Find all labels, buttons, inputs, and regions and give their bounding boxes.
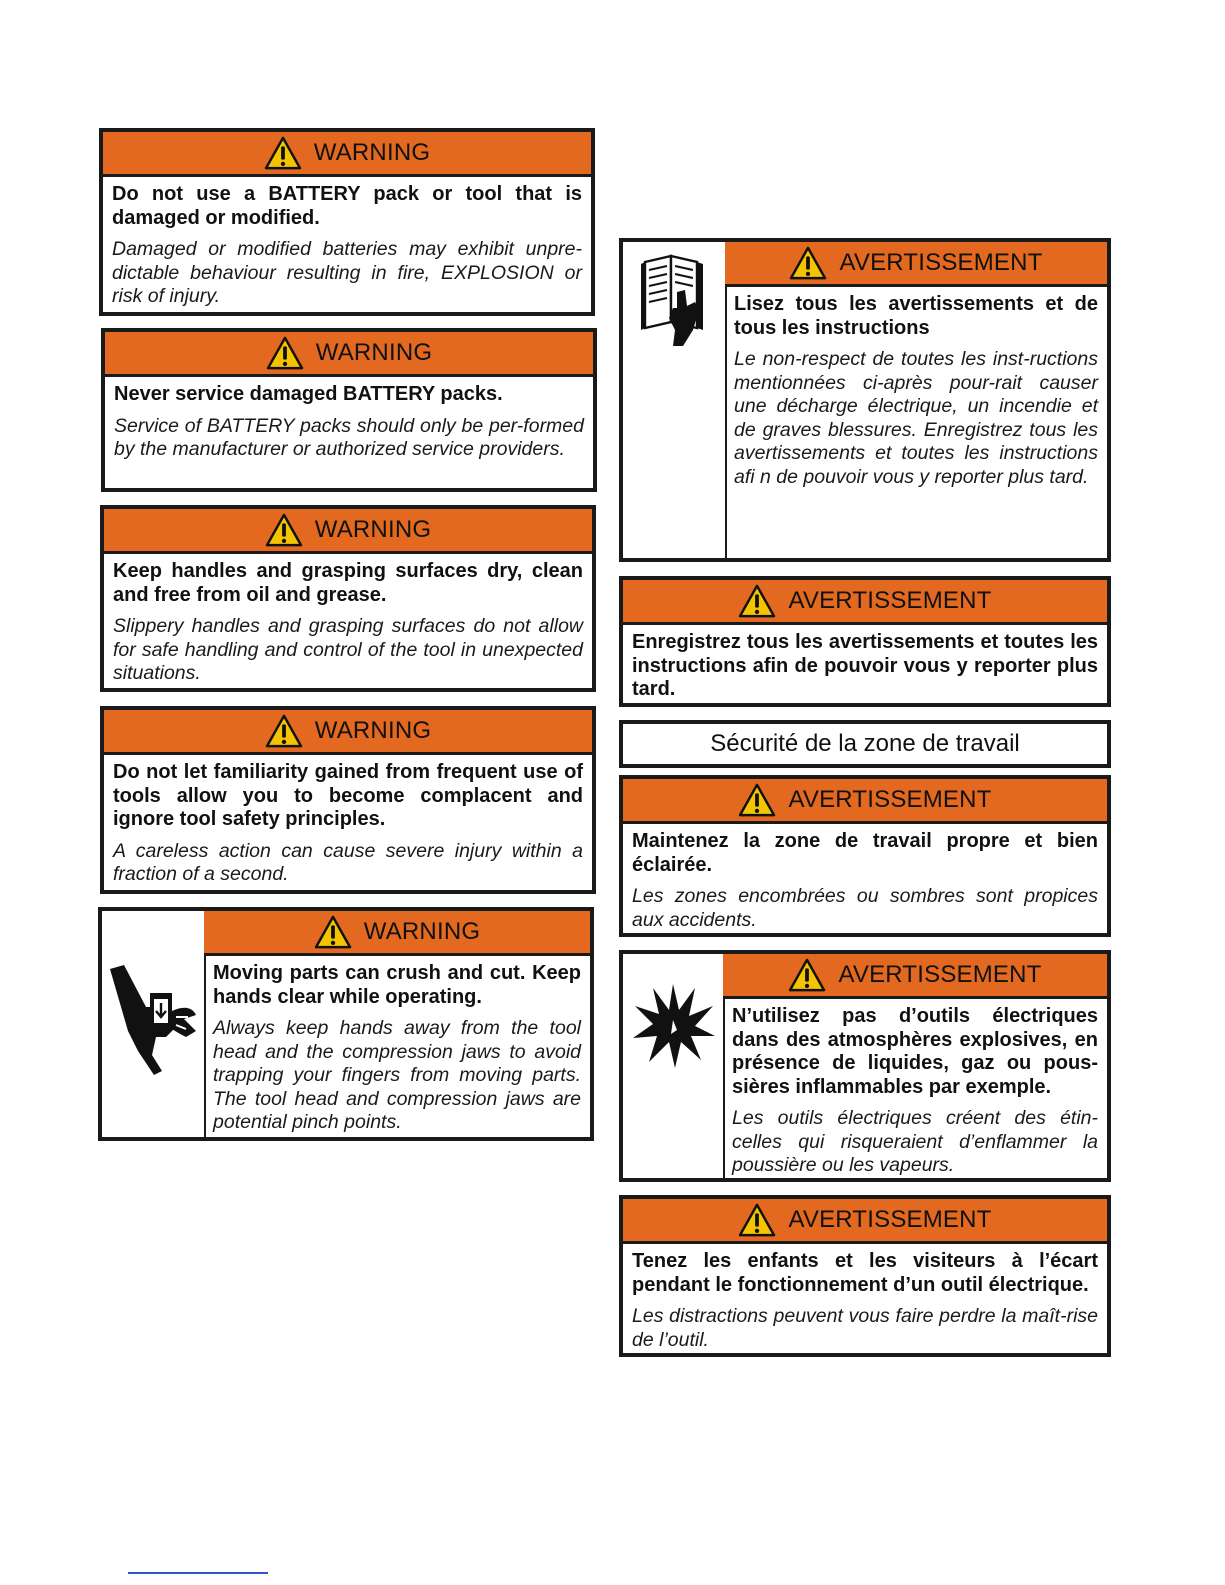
warning-explanation: Damaged or modified batteries may exhibit unpre-dictable behaviour resulting in fire, EXPLOSION or risk of injury. — [112, 238, 582, 307]
warning-triangle-icon — [266, 336, 304, 370]
section-title — [619, 720, 1111, 768]
warning-familiarity — [100, 706, 596, 894]
warning-statement: Tenez les enfants et les visiteurs à l’écart pendant le fonctionnement d’un outil électrique. — [632, 1250, 1098, 1296]
warning-header-label: AVERTISSEMENT — [788, 786, 992, 813]
warning-header — [723, 954, 1107, 999]
warning-explanation: Service of BATTERY packs should only be per-formed by the manufacturer or authorized service providers. — [114, 414, 584, 460]
warning-triangle-icon — [314, 915, 352, 949]
warning-triangle-icon — [788, 958, 826, 992]
warning-triangle-icon — [789, 246, 827, 280]
warning-header — [103, 132, 591, 177]
warning-explanation: Les zones encombrées ou sombres sont propices aux accidents. — [632, 885, 1098, 931]
warning-moving-parts — [98, 907, 594, 1141]
warning-header-label: AVERTISSEMENT — [838, 961, 1042, 988]
avertissement-enregistrez — [619, 576, 1111, 707]
warning-statement: Maintenez la zone de travail propre et bien éclairée. — [632, 830, 1098, 876]
warning-header-label: AVERTISSEMENT — [788, 1206, 992, 1233]
warning-statement: Enregistrez tous les avertissements et toutes les instructions afin de pouvoir vous y reporter plus tard. — [632, 631, 1098, 700]
warning-header-label: WARNING — [314, 717, 432, 744]
warning-triangle-icon — [738, 783, 776, 817]
warning-header-label: WARNING — [314, 516, 432, 543]
warning-header-label: WARNING — [313, 139, 431, 166]
icon-panel — [102, 911, 206, 1137]
warning-explanation: Les outils électriques créent des étin-celles qui risqueraient d’enflammer la poussière ou les vapeurs. — [732, 1107, 1098, 1176]
warning-statement: Keep handles and grasping surfaces dry, clean and free from oil and grease. — [113, 560, 583, 606]
warning-header — [623, 580, 1107, 625]
avertissement-zone-propre — [619, 775, 1111, 937]
warning-handles-dry — [100, 505, 596, 692]
warning-explanation: A careless action can cause severe injury within a fraction of a second. — [113, 839, 583, 885]
warning-header — [105, 332, 593, 377]
warning-triangle-icon — [265, 714, 303, 748]
footer-link-underline — [128, 1572, 268, 1574]
warning-header-label: WARNING — [363, 918, 481, 945]
warning-statement: Do not use a BATTERY pack or tool that is damaged or modified. — [112, 183, 582, 229]
avertissement-lisez — [619, 238, 1111, 562]
warning-statement: Moving parts can crush and cut. Keep hands clear while operating. — [213, 962, 581, 1008]
warning-service-battery — [101, 328, 597, 492]
warning-header — [623, 779, 1107, 824]
warning-statement: N’utilisez pas d’outils électriques dans des atmosphères explosives, en présence de liquides, gaz ou pous-sières inflammables par exemple. — [732, 1005, 1098, 1098]
warning-triangle-icon — [265, 513, 303, 547]
warning-header — [725, 242, 1107, 287]
warning-header-label: AVERTISSEMENT — [839, 249, 1043, 276]
warning-explanation: Le non-respect de toutes les inst-ructions mentionnées ci-après pour-rait causer une décharge électrique, un incendie et de graves blessures. Enregistrez tous les avertissements et toutes les instructions afi n de pouvoir vous y reporter plus tard. — [734, 348, 1098, 488]
warning-header — [104, 509, 592, 554]
avertissement-enfants — [619, 1195, 1111, 1357]
hand-crush-icon — [106, 959, 200, 1079]
avertissement-atmospheres-explosives — [619, 950, 1111, 1182]
warning-explanation: Always keep hands away from the tool head and the compression jaws to avoid trapping your fingers from moving parts. The tool head and compression jaws are potential pinch points. — [213, 1017, 581, 1133]
warning-header — [623, 1199, 1107, 1244]
warning-battery-damaged — [99, 128, 595, 316]
warning-header-label: WARNING — [315, 339, 433, 366]
warning-explanation: Slippery handles and grasping surfaces do not allow for safe handling and control of the tool in unexpected situations. — [113, 615, 583, 684]
section-title-text: Sécurité de la zone de travail — [710, 730, 1020, 757]
explosion-icon — [631, 980, 715, 1070]
warning-statement: Do not let familiarity gained from frequent use of tools allow you to become complacent and ignore tool safety principles. — [113, 761, 583, 830]
warning-header-label: AVERTISSEMENT — [788, 587, 992, 614]
warning-triangle-icon — [264, 136, 302, 170]
warning-header — [104, 710, 592, 755]
warning-triangle-icon — [738, 1203, 776, 1237]
icon-panel — [623, 954, 725, 1178]
warning-statement: Never service damaged BATTERY packs. — [114, 383, 503, 405]
icon-panel — [623, 242, 727, 558]
warning-triangle-icon — [738, 584, 776, 618]
warning-explanation: Les distractions peuvent vous faire perdre la maît-rise de l’outil. — [632, 1305, 1098, 1351]
warning-header — [204, 911, 590, 956]
read-manual-icon — [639, 252, 709, 348]
warning-statement: Lisez tous les avertissements et de tous les instructions — [734, 293, 1098, 339]
